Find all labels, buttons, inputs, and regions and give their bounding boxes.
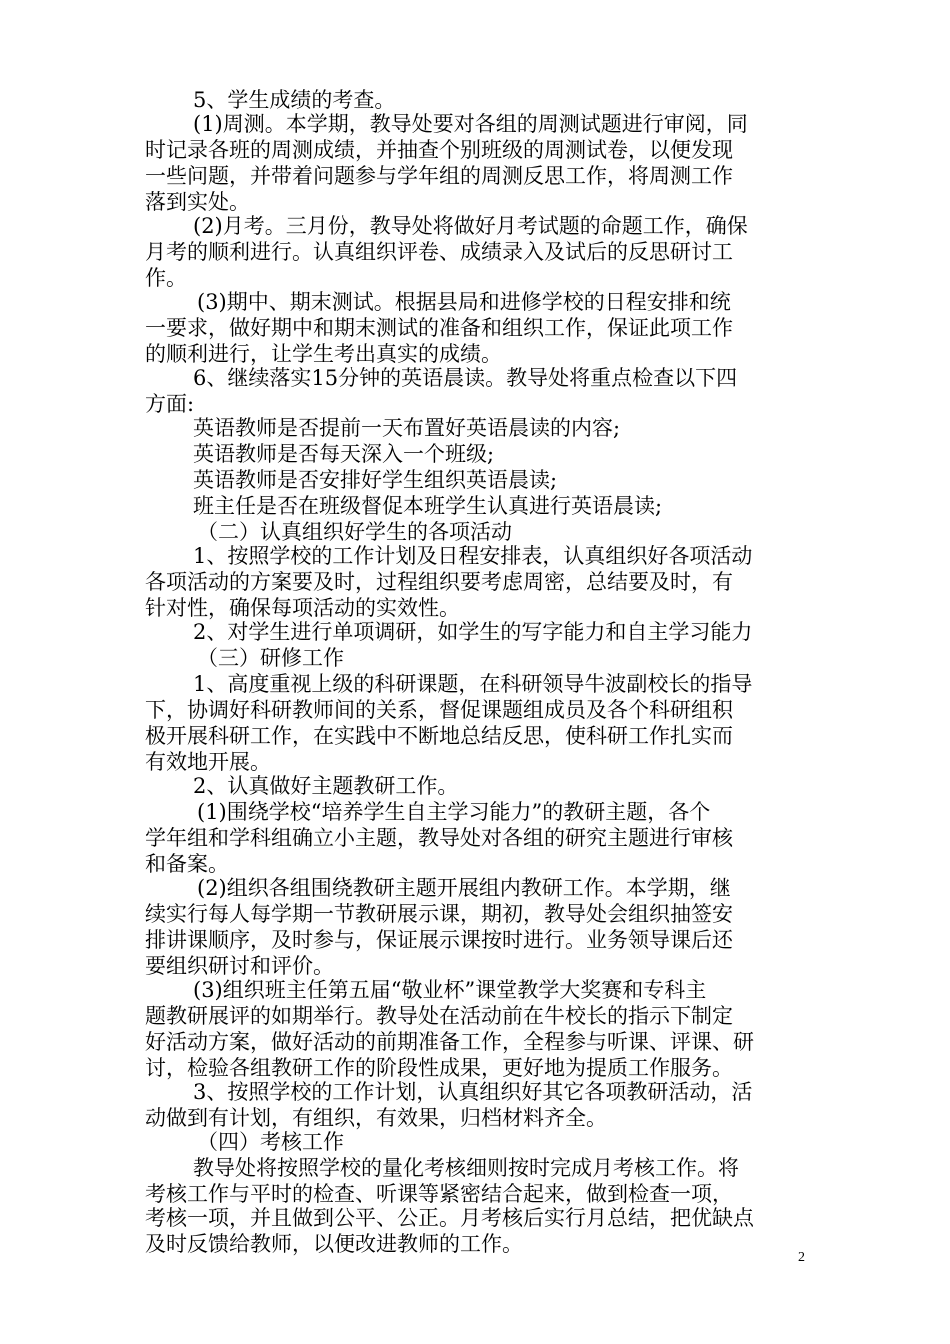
text-line: 题教研展评的如期举行。教导处在活动前在牛校长的指示下制定	[145, 1004, 733, 1028]
text-line: 1、按照学校的工作计划及日程安排表，认真组织好各项活动	[193, 544, 753, 568]
text-line: 一些问题，并带着问题参与学年组的周测反思工作，将周测工作	[145, 164, 733, 188]
text-line: （三）研修工作	[197, 646, 344, 670]
text-line: 考核一项，并且做到公平、公正。月考核后实行月总结，把优缺点	[145, 1206, 754, 1230]
text-line: 2、认真做好主题教研工作。	[193, 774, 459, 798]
text-line: 落到实处。	[145, 190, 250, 214]
text-line: 排讲课顺序，及时参与，保证展示课按时进行。业务领导课后还	[145, 928, 733, 952]
text-line: （二）认真组织好学生的各项活动	[197, 520, 512, 544]
text-line: 的顺利进行，让学生考出真实的成绩。	[145, 342, 502, 366]
text-line: 续实行每人每学期一节教研展示课，期初，教导处会组织抽签安	[145, 902, 733, 926]
text-line: (3)组织班主任第五届“敬业杯”课堂教学大奖赛和专科主	[193, 978, 707, 1002]
page-number: 2	[798, 1250, 805, 1265]
text-line: 月考的顺利进行。认真组织评卷、成绩录入及试后的反思研讨工	[145, 240, 733, 264]
text-line: 一要求，做好期中和期末测试的准备和组织工作，保证此项工作	[145, 316, 733, 340]
text-line: 学年组和学科组确立小主题，教导处对各组的研究主题进行审核	[145, 826, 733, 850]
text-line: 好活动方案，做好活动的前期准备工作，全程参与听课、评课、研	[145, 1030, 754, 1054]
text-line: 5、学生成绩的考查。	[193, 88, 396, 112]
text-line: 作。	[145, 266, 187, 290]
text-line: 1、高度重视上级的科研课题，在科研领导牛波副校长的指导	[193, 672, 753, 696]
text-line: 及时反馈给教师，以便改进教师的工作。	[145, 1232, 523, 1256]
text-line: （四）考核工作	[197, 1130, 344, 1154]
text-line: 英语教师是否提前一天布置好英语晨读的内容;	[193, 416, 621, 440]
text-line: 时记录各班的周测成绩，并抽查个别班级的周测试卷，以便发现	[145, 138, 733, 162]
text-line: (2)月考。三月份，教导处将做好月考试题的命题工作，确保	[193, 214, 748, 238]
text-line: (1)周测。本学期，教导处要对各组的周测试题进行审阅，同	[193, 112, 748, 136]
text-line: (2)组织各组围绕教研主题开展组内教研工作。本学期，继	[197, 876, 731, 900]
text-line: 教导处将按照学校的量化考核细则按时完成月考核工作。将	[193, 1156, 739, 1180]
text-line: 动做到有计划，有组织，有效果，归档材料齐全。	[145, 1106, 607, 1130]
text-line: 英语教师是否安排好学生组织英语晨读;	[193, 468, 558, 492]
text-line: 英语教师是否每天深入一个班级;	[193, 442, 495, 466]
text-line: (1)围绕学校“培养学生自主学习能力”的教研主题，各个	[197, 800, 711, 824]
text-line: 各项活动的方案要及时，过程组织要考虑周密，总结要及时，有	[145, 570, 733, 594]
text-line: 下，协调好科研教师间的关系，督促课题组成员及各个科研组积	[145, 698, 733, 722]
text-line: 讨，检验各组教研工作的阶段性成果，更好地为提质工作服务。	[145, 1056, 733, 1080]
text-line: 方面:	[145, 392, 195, 416]
text-line: 考核工作与平时的检查、听课等紧密结合起来，做到检查一项，	[145, 1182, 733, 1206]
text-line: 针对性，确保每项活动的实效性。	[145, 596, 460, 620]
text-line: 有效地开展。	[145, 750, 271, 774]
text-line: 2、对学生进行单项调研，如学生的写字能力和自主学习能力	[193, 620, 753, 644]
text-line: 和备案。	[145, 852, 229, 876]
text-line: 要组织研讨和评价。	[145, 954, 334, 978]
text-line: 3、按照学校的工作计划，认真组织好其它各项教研活动，活	[193, 1080, 753, 1104]
text-line: 班主任是否在班级督促本班学生认真进行英语晨读;	[193, 494, 663, 518]
text-line: 6、继续落实15分钟的英语晨读。教导处将重点检查以下四	[193, 366, 738, 390]
text-line: (3)期中、期末测试。根据县局和进修学校的日程安排和统	[197, 290, 731, 314]
text-line: 极开展科研工作，在实践中不断地总结反思，使科研工作扎实而	[145, 724, 733, 748]
